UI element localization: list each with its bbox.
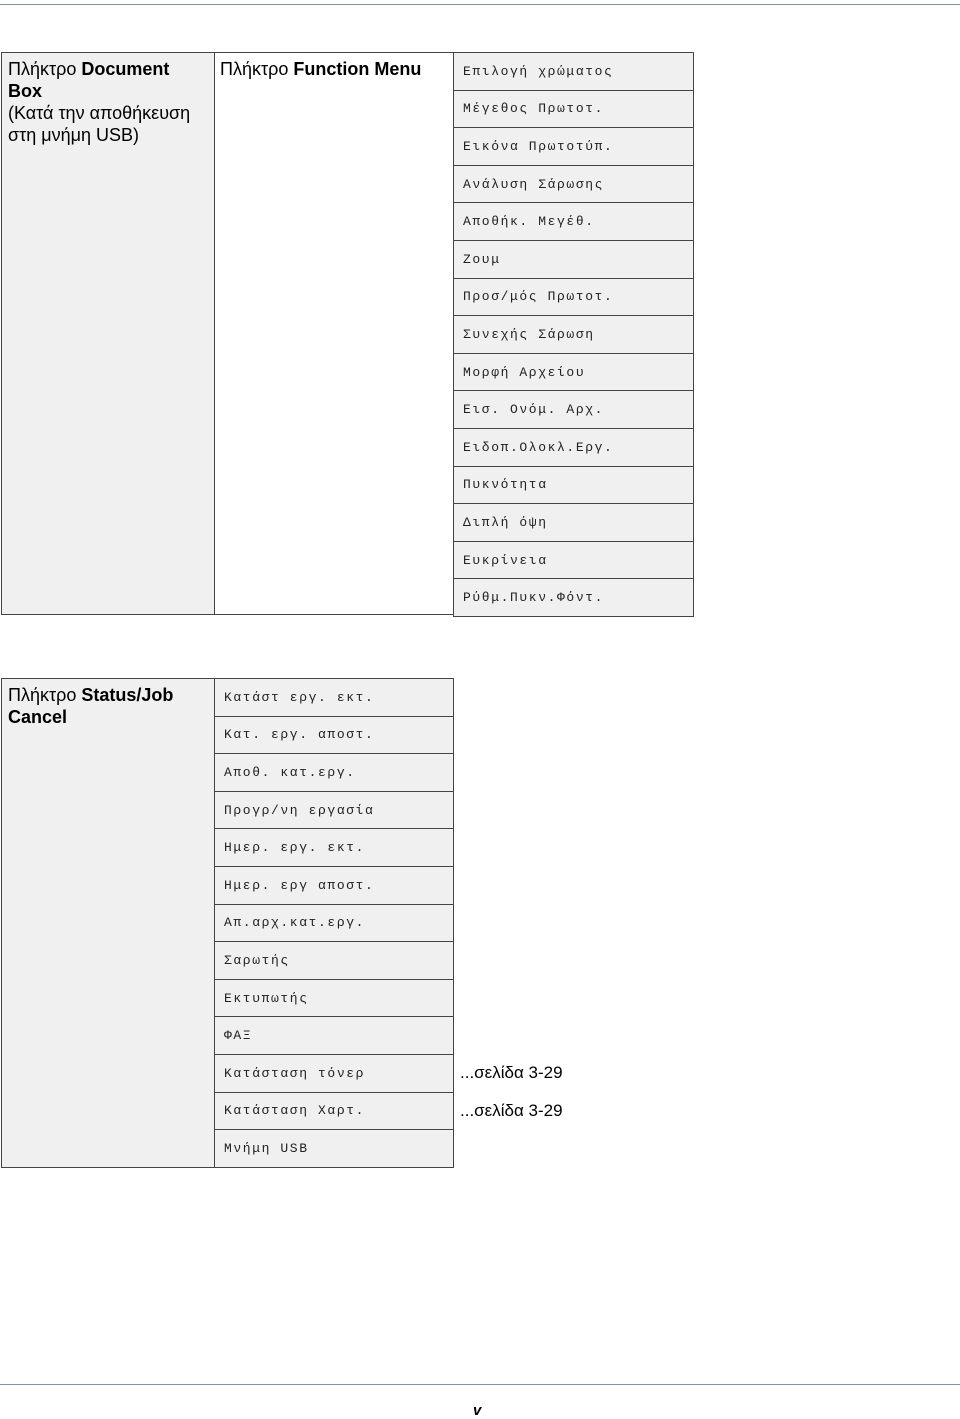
document-box-key-note: (Κατά την αποθήκευση στη μνήμη USB) bbox=[8, 103, 191, 145]
page-reference: ...σελίδα 3-29 bbox=[460, 1063, 563, 1082]
status-job-cancel-key-cell bbox=[1, 678, 215, 1168]
page-number: v bbox=[473, 1402, 482, 1419]
document-box-key-name: Document Box bbox=[8, 59, 170, 101]
menu-item: ΦΑΞ bbox=[214, 1016, 454, 1055]
menu-item: Κατάστ εργ. εκτ. bbox=[214, 678, 454, 717]
menu-item: Κατάσταση Χαρτ. bbox=[214, 1092, 454, 1131]
menu-item: Ειδοπ.Ολοκλ.Εργ. bbox=[453, 428, 694, 467]
function-menu-key-cell bbox=[214, 52, 454, 615]
top-rule bbox=[0, 4, 960, 5]
menu-item: Συνεχής Σάρωση bbox=[453, 315, 694, 354]
menu-item: Εκτυπωτής bbox=[214, 979, 454, 1018]
menu-item: Ανάλυση Σάρωσης bbox=[453, 165, 694, 204]
menu-item: Απ.αρχ.κατ.εργ. bbox=[214, 904, 454, 943]
menu-item: Κατάσταση τόνερ bbox=[214, 1054, 454, 1093]
status-job-cancel-key-name: Status/Job Cancel bbox=[8, 685, 174, 727]
function-menu-key-label: Πλήκτρο Function Menu bbox=[220, 59, 422, 79]
menu-item: Εισ. Ονόμ. Αρχ. bbox=[453, 390, 694, 429]
menu-item: Ημερ. εργ αποστ. bbox=[214, 866, 454, 905]
menu-item: Σαρωτής bbox=[214, 941, 454, 980]
page-reference: ...σελίδα 3-29 bbox=[460, 1100, 563, 1120]
menu-item: Πυκνότητα bbox=[453, 466, 694, 505]
menu-item: Ρύθμ.Πυκν.Φόντ. bbox=[453, 578, 694, 617]
menu-item: Ημερ. εργ. εκτ. bbox=[214, 828, 454, 867]
menu-item: Κατ. εργ. αποστ. bbox=[214, 716, 454, 755]
menu-item: Αποθήκ. Μεγέθ. bbox=[453, 202, 694, 241]
bottom-rule bbox=[0, 1384, 960, 1385]
menu-item: Διπλή όψη bbox=[453, 503, 694, 542]
function-menu-key-name: Function Menu bbox=[293, 59, 422, 79]
menu-item: Προσ/μός Πρωτοτ. bbox=[453, 278, 694, 317]
menu-item: Εικόνα Πρωτοτύπ. bbox=[453, 127, 694, 166]
menu-item: Προγρ/νη εργασία bbox=[214, 791, 454, 830]
menu-item: Ζουμ bbox=[453, 240, 694, 279]
status-job-cancel-key-label: Πλήκτρο Status/Job Cancel bbox=[8, 685, 174, 727]
menu-item: Επιλογή χρώματος bbox=[453, 52, 694, 91]
menu-item: Αποθ. κατ.εργ. bbox=[214, 753, 454, 792]
document-box-key-label: Πλήκτρο Document Box (Κατά την αποθήκευση στη μνήμη USB) bbox=[8, 59, 191, 145]
menu-item: Μέγεθος Πρωτοτ. bbox=[453, 90, 694, 129]
menu-item: Μνήμη USB bbox=[214, 1129, 454, 1168]
menu-item: Μορφή Αρχείου bbox=[453, 353, 694, 392]
menu-item: Ευκρίνεια bbox=[453, 541, 694, 580]
